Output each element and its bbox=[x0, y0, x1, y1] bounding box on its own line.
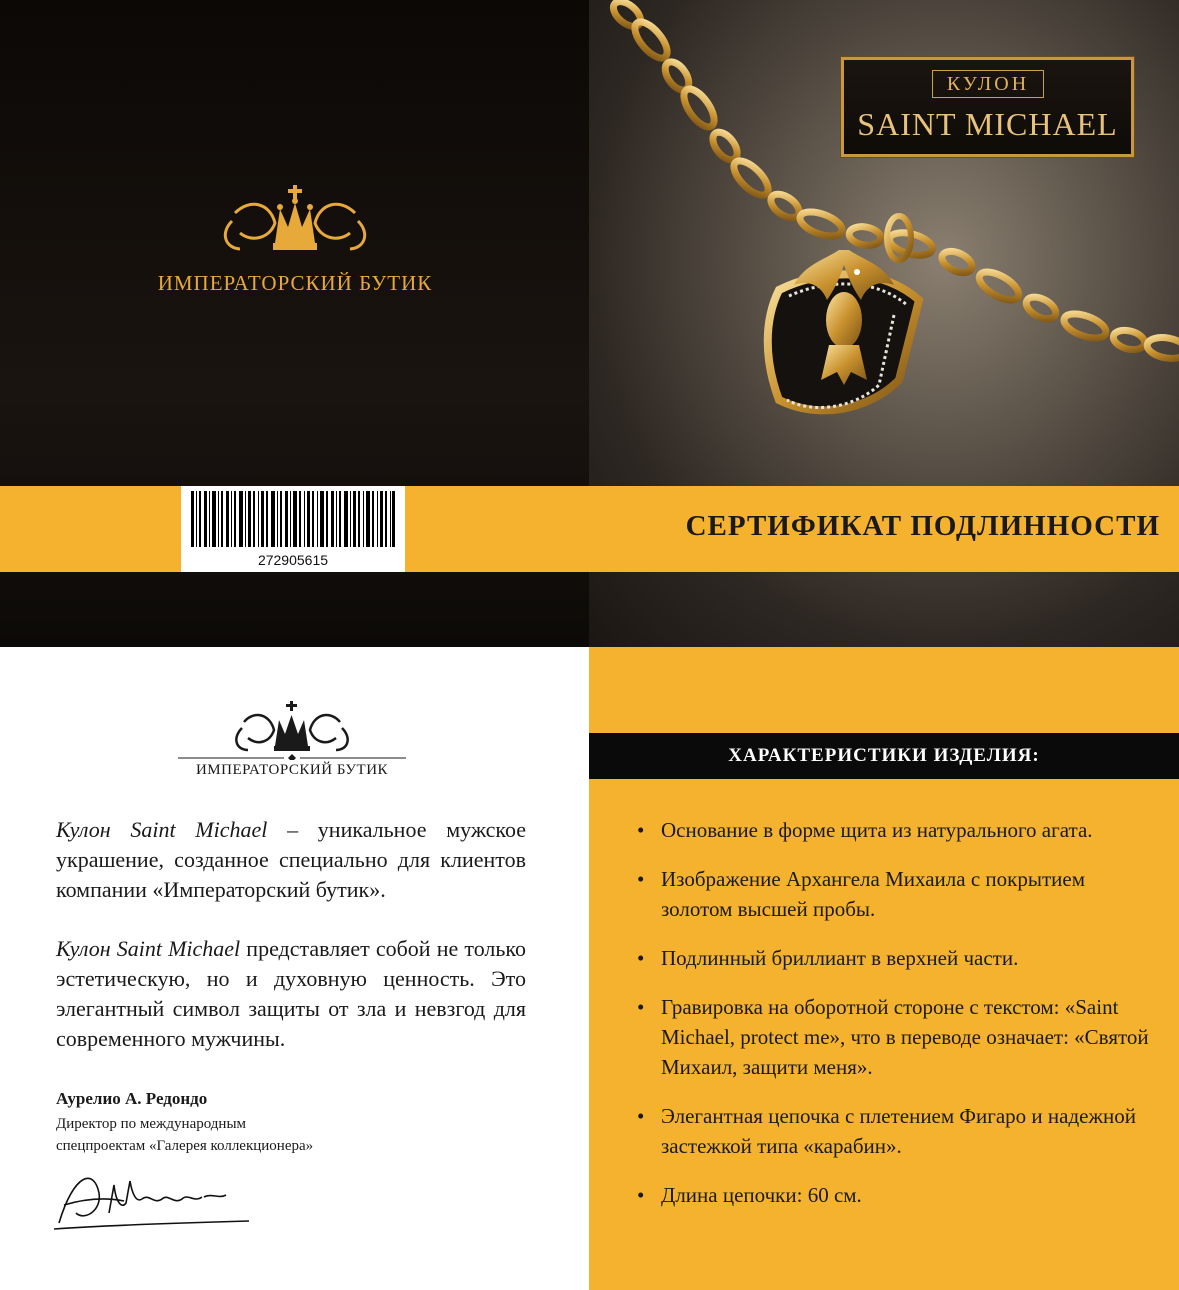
list-item: • Элегантная цепочка с плетением Фигаро и надежной застежкой типа «карабин». bbox=[637, 1101, 1157, 1161]
brand-name-cover: ИМПЕРАТОРСКИЙ БУТИК bbox=[157, 271, 433, 295]
list-item: • Подлинный бриллиант в верхней части. bbox=[637, 943, 1157, 973]
plaque-label-small: КУЛОН bbox=[932, 70, 1044, 98]
characteristics-heading: ХАРАКТЕРИСТИКИ ИЗДЕЛИЯ: bbox=[589, 733, 1179, 779]
brand-logo-cover bbox=[140, 183, 450, 323]
intro-text-1: – уникальное мужское украшение, созданное специально для клиентов компании «Императорский бутик». bbox=[56, 817, 526, 902]
list-item: • Длина цепочки: 60 см. bbox=[637, 1180, 1157, 1210]
crown-icon bbox=[178, 700, 406, 760]
barcode-number: 272905615 bbox=[257, 552, 329, 568]
intro-paragraph-1 bbox=[56, 815, 526, 905]
intro-emphasis-2: Кулон Saint Michael bbox=[56, 936, 241, 961]
list-item: • Основание в форме щита из натурального агата. bbox=[637, 815, 1157, 845]
signatory-role bbox=[56, 1113, 376, 1157]
signatory-role-line1: Директор по международным bbox=[56, 1116, 247, 1132]
barcode bbox=[181, 486, 405, 572]
barcode-bars bbox=[191, 491, 395, 547]
characteristics-list bbox=[637, 815, 1157, 1229]
handwritten-signature bbox=[54, 1163, 254, 1233]
signatory-name: Аурелио А. Редондо bbox=[56, 1089, 208, 1108]
intro-paragraph-2 bbox=[56, 934, 526, 1054]
plaque-label-big: SAINT MICHAEL bbox=[857, 106, 1118, 142]
signatory-role-line2: спецпроектам «Галерея коллекционера» bbox=[56, 1138, 314, 1154]
intro-emphasis-1: Кулон Saint Michael bbox=[56, 817, 268, 842]
brand-name-inner: ИМПЕРАТОРСКИЙ БУТИК bbox=[195, 762, 389, 778]
product-plaque bbox=[841, 57, 1134, 157]
crown-icon bbox=[140, 183, 450, 263]
intro-text-2: представляет собой не только эстетическую, но и духовную ценность. Это элегантный символ защиты от зла и невзгод для современного мужчины. bbox=[56, 936, 526, 1051]
certificate-title: СЕРТИФИКАТ ПОДЛИННОСТИ bbox=[685, 510, 1160, 542]
brand-logo-inner bbox=[178, 700, 406, 790]
list-item: • Изображение Архангела Михаила с покрытием золотом высшей пробы. bbox=[637, 864, 1157, 924]
list-item: • Гравировка на оборотной стороне с текстом: «Saint Michael, protect me», что в переводе означает: «Святой Михаил, защити меня». bbox=[637, 992, 1157, 1082]
